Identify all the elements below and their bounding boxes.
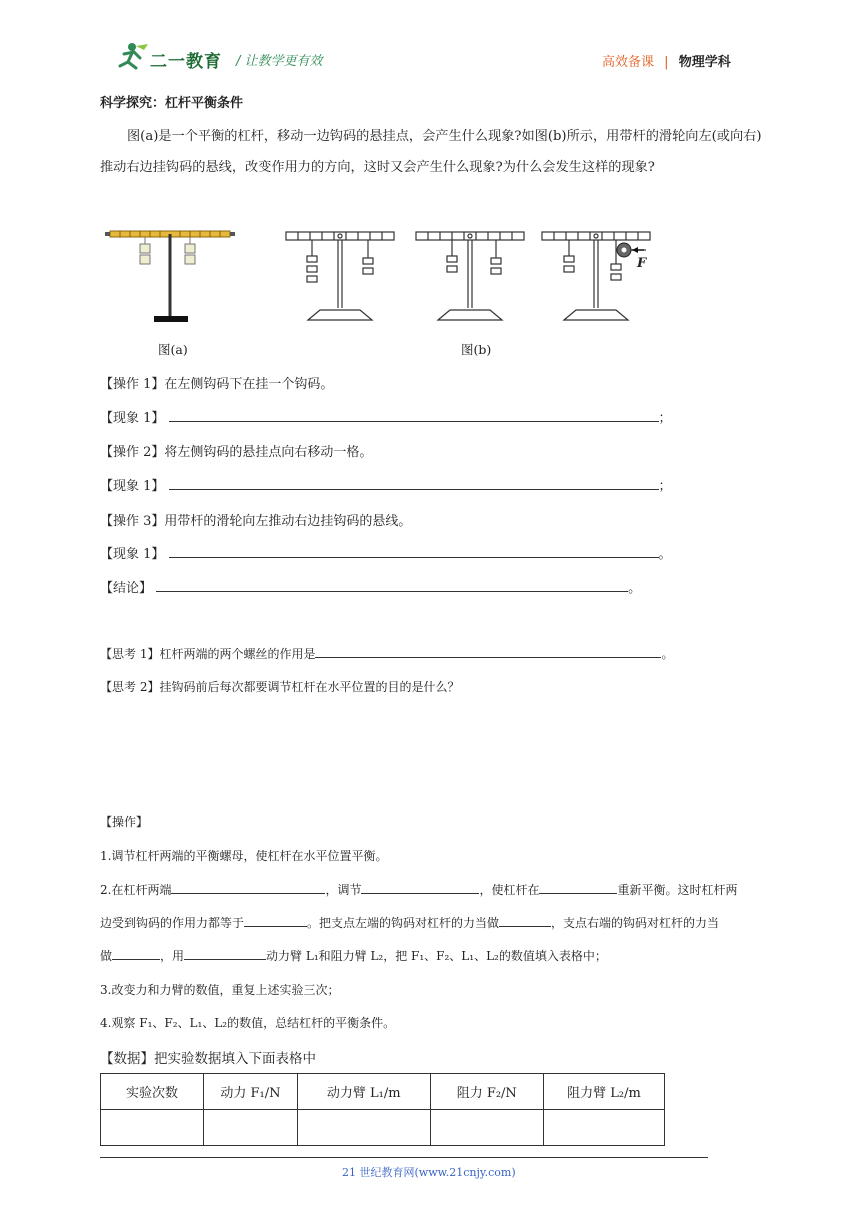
think-label: 【思考 2】 <box>100 680 160 694</box>
step-operation-1 <box>100 373 333 392</box>
slogan: / 让教学更有效 <box>236 54 323 69</box>
step-label: 【现象 1】 <box>100 411 165 426</box>
text-span: 动力臂 L₁和阻力臂 L₂，把 F₁、F₂、L₁、L₂的数值填入表格中； <box>266 949 607 963</box>
data-table <box>100 1073 665 1146</box>
table-cell[interactable] <box>430 1110 543 1146</box>
table-cell[interactable] <box>543 1110 664 1146</box>
table-header-cell: 动力臂 L₁/m <box>297 1074 430 1110</box>
step-operation-3 <box>100 510 411 529</box>
force-label: F <box>637 256 647 271</box>
table-header-cell: 阻力 F₂/N <box>430 1074 543 1110</box>
table-header-row <box>101 1074 665 1110</box>
lever-figure-b <box>284 228 664 324</box>
lever-figure-a <box>104 226 236 326</box>
answer-blank[interactable] <box>315 645 661 658</box>
text-span: ，调节 <box>325 883 362 897</box>
answer-blank[interactable] <box>184 947 266 960</box>
intro-paragraph: 图(a)是一个平衡的杠杆，移动一边钩码的悬挂点，会产生什么现象?如图(b)所示，用带杆的滑轮向左(或向右)推动右边挂钩码的悬线，改变作用力的方向，这时又会产生什么现象?为什么会发生这样的现象? <box>100 129 762 175</box>
operation-heading: 【操作】 <box>100 815 149 829</box>
footer-divider <box>100 1157 708 1158</box>
think-text: 挂钩码前后每次都要调节杠杆在水平位置的目的是什么？ <box>159 680 460 694</box>
step-text: 用带杆的滑轮向左推动右边挂钩码的悬线。 <box>164 514 412 529</box>
operation-item-3: 3.改变力和力臂的数值，重复上述实验三次； <box>100 983 340 997</box>
text-span: 2.在杠杆两端 <box>100 883 172 897</box>
step-label: 【操作 1】 <box>100 377 165 392</box>
logo-runner-icon <box>110 42 150 72</box>
step-label: 【操作 2】 <box>100 445 165 460</box>
step-text: 在左侧钩码下在挂一个钩码。 <box>164 377 334 392</box>
answer-blank[interactable] <box>499 914 551 927</box>
header-right <box>602 51 731 70</box>
data-heading <box>100 1047 316 1067</box>
answer-blank[interactable] <box>112 947 160 960</box>
step-label: 【现象 1】 <box>100 547 165 562</box>
data-label: 【数据】 <box>100 1051 154 1067</box>
step-phenomenon-1 <box>100 407 672 426</box>
table-cell[interactable] <box>297 1110 430 1146</box>
text-span: 。把支点左端的钩码对杠杆的力当做 <box>307 916 500 930</box>
step-label: 【操作 3】 <box>100 514 165 529</box>
step-label: 【现象 1】 <box>100 479 165 494</box>
step-operation-2 <box>100 441 372 460</box>
answer-blank[interactable] <box>169 475 659 490</box>
header-label: 高效备课 <box>602 55 655 70</box>
think-1 <box>100 645 673 662</box>
think-end: 。 <box>661 647 674 661</box>
section-title: 科学探究：杠杆平衡条件 <box>100 96 244 111</box>
data-text: 把实验数据填入下面表格中 <box>154 1051 316 1067</box>
step-end: ； <box>658 411 672 426</box>
text-span: ，用 <box>160 949 185 963</box>
logo-text: 二一教育 <box>150 52 222 72</box>
table-header-cell: 实验次数 <box>101 1074 204 1110</box>
caption-figure-b: 图(b) <box>461 342 492 357</box>
operation-item-2-line-1 <box>100 881 764 898</box>
think-2 <box>100 678 459 695</box>
table-header-cell: 动力 F₁/N <box>204 1074 298 1110</box>
step-phenomenon-2 <box>100 475 672 494</box>
answer-blank[interactable] <box>361 881 479 894</box>
step-conclusion <box>100 577 641 596</box>
text-span: ，支点右端的钩码对杠杆的力当 <box>551 916 720 930</box>
answer-blank[interactable] <box>244 914 307 927</box>
text-span: 重新平衡。这时杠杆两 <box>617 883 738 897</box>
footer-link[interactable]: 21 世纪教育网(www.21cnjy.com) <box>342 1166 516 1179</box>
header-separator: | <box>664 55 669 70</box>
answer-blank[interactable] <box>171 881 325 894</box>
answer-blank[interactable] <box>169 543 659 558</box>
answer-blank[interactable] <box>169 407 659 422</box>
step-phenomenon-3 <box>100 543 672 562</box>
table-header-cell: 阻力臂 L₂/m <box>543 1074 664 1110</box>
step-text: 将左侧钩码的悬挂点向右移动一格。 <box>164 445 373 460</box>
think-text: 杠杆两端的两个螺丝的作用是 <box>159 647 316 661</box>
text-span: 做 <box>100 949 113 963</box>
table-cell[interactable] <box>204 1110 298 1146</box>
operation-item-2-line-3 <box>100 947 764 964</box>
answer-blank[interactable] <box>156 577 628 592</box>
table-cell[interactable] <box>101 1110 204 1146</box>
operation-item-4: 4.观察 F₁、F₂、L₁、L₂的数值，总结杠杆的平衡条件。 <box>100 1016 396 1030</box>
caption-figure-a: 图(a) <box>158 342 188 357</box>
text-span: 边受到钩码的作用力都等于 <box>100 916 245 930</box>
text-span: ，使杠杆在 <box>479 883 540 897</box>
table-row <box>101 1110 665 1146</box>
step-end: ； <box>658 479 672 494</box>
think-label: 【思考 1】 <box>100 647 160 661</box>
step-end: 。 <box>628 581 642 596</box>
operation-item-2-line-2 <box>100 914 764 931</box>
header-subject: 物理学科 <box>678 55 731 70</box>
operation-item-1: 1.调节杠杆两端的平衡螺母，使杠杆在水平位置平衡。 <box>100 849 388 863</box>
step-end: 。 <box>658 547 672 562</box>
step-label: 【结论】 <box>100 581 153 596</box>
answer-blank[interactable] <box>539 881 617 894</box>
